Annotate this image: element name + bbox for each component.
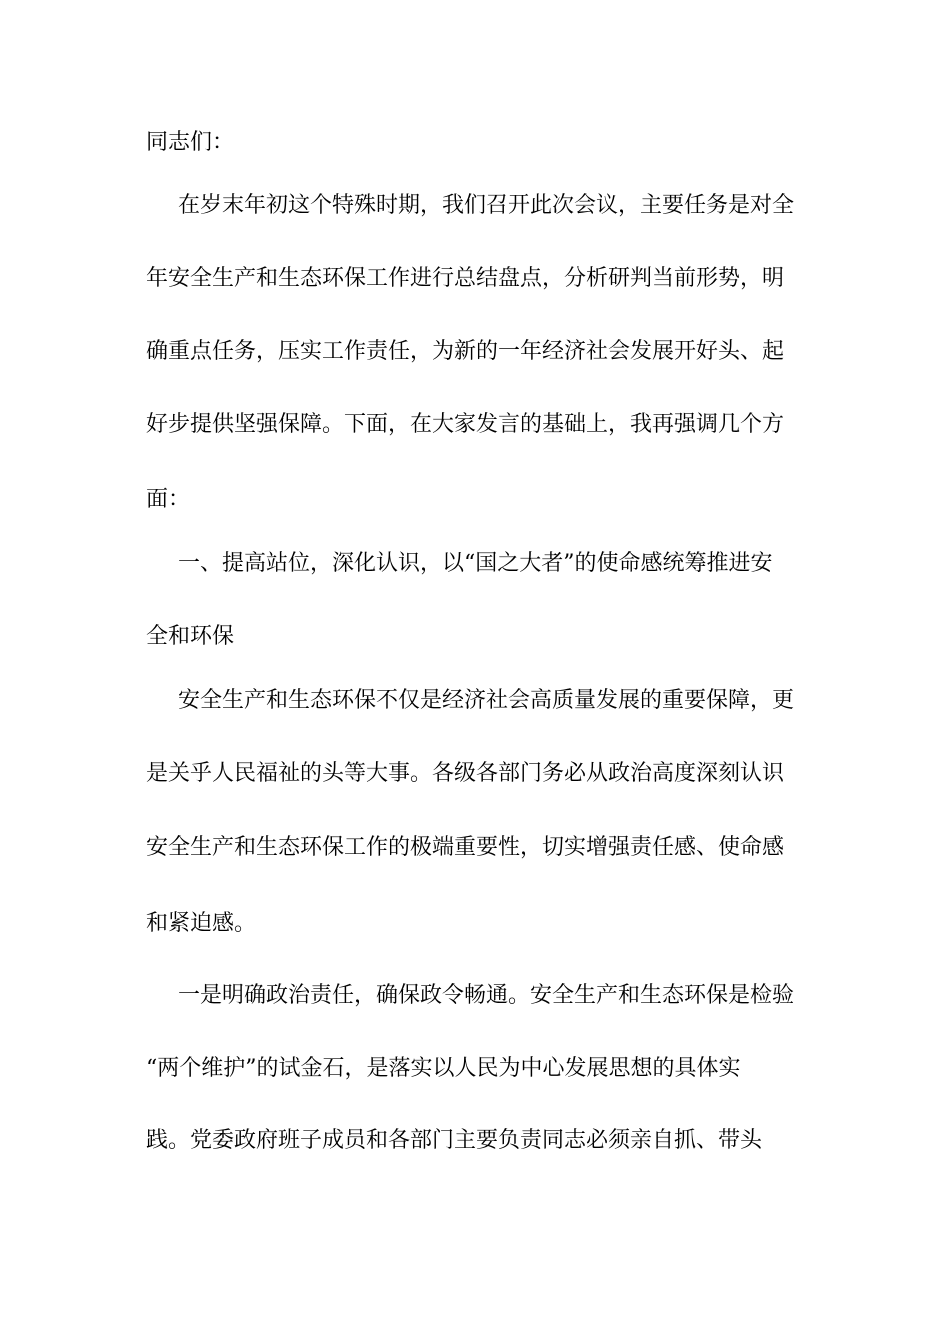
text-line: 安全生产和生态环保不仅是经济社会高质量发展的重要保障，更 [178, 688, 795, 713]
text-line: 在岁末年初这个特殊时期，我们召开此次会议，主要任务是对全 [178, 193, 795, 218]
text-line: 是关乎人民福祉的头等大事。各级各部门务必从政治高度深刻认识 [146, 761, 785, 786]
text-line: 面： [146, 487, 191, 512]
section-heading-line: 一、提高站位，深化认识，以“国之大者”的使命感统筹推进安 [178, 551, 773, 576]
text-line: “两个维护”的试金石，是落实以人民为中心发展思想的具体实 [146, 1056, 741, 1081]
text-line: 践。党委政府班子成员和各部门主要负责同志必须亲自抓、带头 [146, 1128, 763, 1153]
text-line: 年安全生产和生态环保工作进行总结盘点，分析研判当前形势，明 [146, 266, 785, 291]
salutation: 同志们： [146, 130, 235, 155]
text-line: 和紧迫感。 [146, 911, 257, 936]
text-line: 确重点任务，压实工作责任，为新的一年经济社会发展开好头、起 [146, 339, 785, 364]
text-line: 好步提供坚强保障。下面，在大家发言的基础上，我再强调几个方 [146, 412, 785, 437]
text-line: 一是明确政治责任，确保政令畅通。安全生产和生态环保是检验 [178, 983, 795, 1008]
section-heading-line: 全和环保 [146, 624, 235, 649]
text-line: 安全生产和生态环保工作的极端重要性，切实增强责任感、使命感 [146, 835, 785, 860]
